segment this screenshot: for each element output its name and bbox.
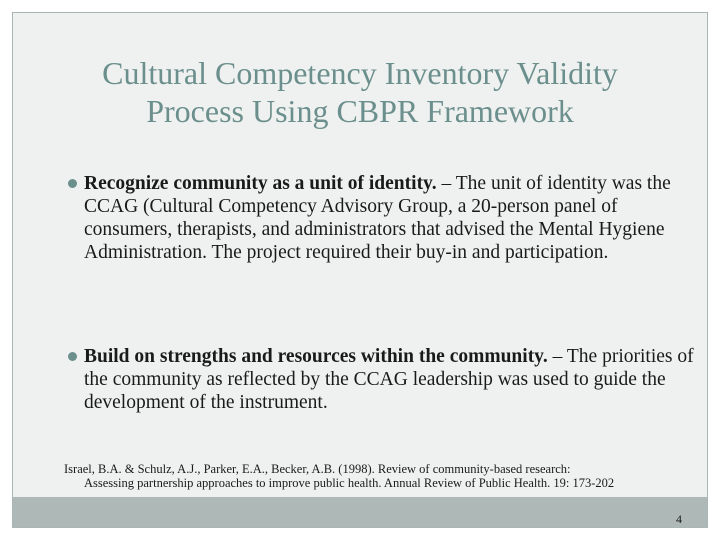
bullet-item — [84, 172, 694, 264]
bullet-heading: Build on strengths and resources within the community. — [84, 346, 548, 367]
citation — [64, 462, 704, 490]
title-line-1: Cultural Competency Inventory Validity — [102, 55, 618, 91]
bullet-heading: Recognize community as a unit of identity. — [84, 173, 437, 194]
bullet-item — [84, 345, 694, 414]
citation-line-2: Assessing partnership approaches to improve public health. Annual Review of Public Health. 19: 173-202 — [84, 476, 615, 490]
bullet-dot-icon — [68, 352, 77, 361]
bullet-dot-icon — [68, 179, 77, 188]
title-line-2: Process Using CBPR Framework — [146, 93, 574, 129]
footer-bar — [13, 497, 707, 527]
bullet-text: – The unit of identity was the CCAG (Cultural Competency Advisory Group, a 20-person panel of consumers, therapists, and administrators that advised the Mental Hygiene Administration. The project required their buy-in and participation. — [84, 173, 671, 263]
citation-line-1: Israel, B.A. & Schulz, A.J., Parker, E.A., Becker, A.B. (1998). Review of community-based research: — [64, 462, 571, 476]
bullet-text: – The priorities of the community as reflected by the CCAG leadership was used to guide the development of the instrument. — [84, 346, 694, 413]
page-number: 4 — [676, 512, 682, 526]
slide-title — [20, 54, 700, 130]
